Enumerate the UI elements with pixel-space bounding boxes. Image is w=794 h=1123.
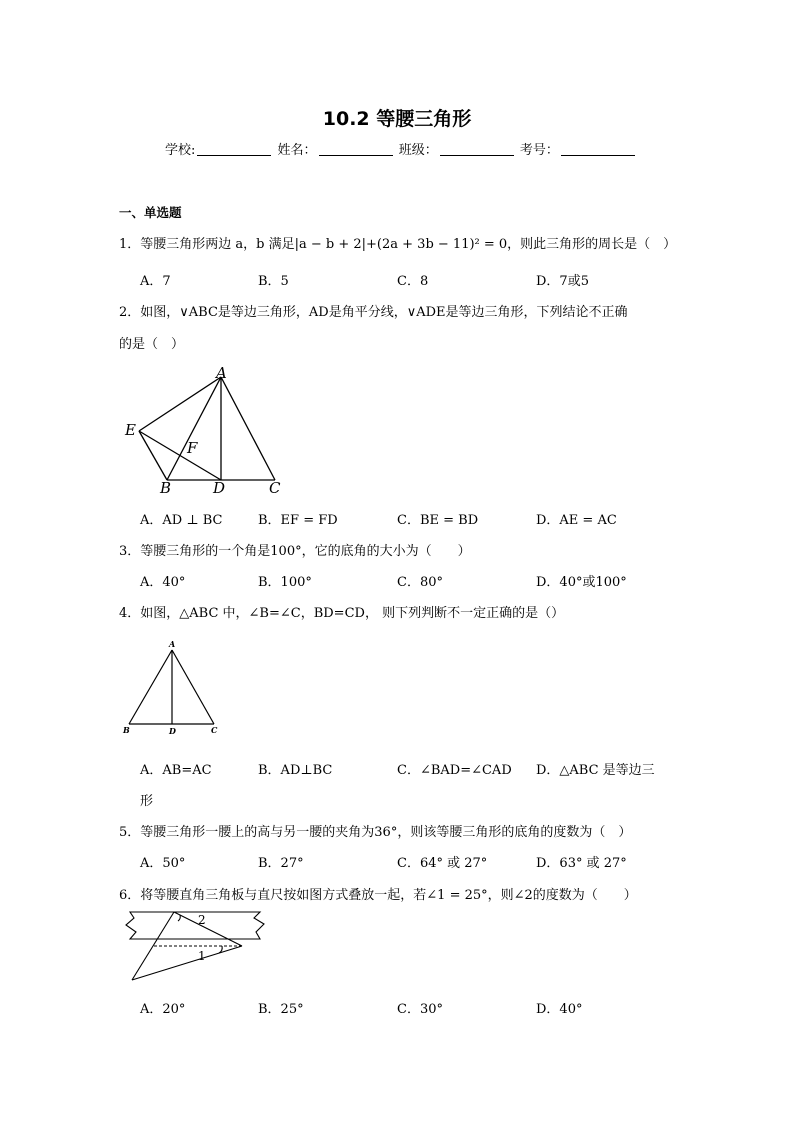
question-1-option-c[interactable]: C．8	[397, 274, 429, 289]
student-info	[165, 139, 637, 158]
question-4-option-c[interactable]: C．∠BAD=∠CAD	[397, 763, 512, 778]
question-4-option-b[interactable]: B．AD⊥BC	[258, 763, 333, 778]
question-4-option-d-wrap: 形	[140, 794, 154, 809]
label-F: F	[187, 439, 198, 457]
question-4-option-a[interactable]: A．AB=AC	[140, 763, 212, 778]
question-6-figure	[118, 908, 268, 988]
label-C: C	[211, 725, 218, 735]
question-4-text: 4．如图，△ABC 中，∠B=∠C，BD=CD， 则下列判断不一定正确的是（）	[119, 606, 565, 621]
question-5-option-b[interactable]: B．27°	[258, 856, 304, 871]
question-3-option-c[interactable]: C．80°	[397, 575, 443, 590]
label-2: 2	[198, 913, 206, 927]
number-label: 考号：	[519, 143, 559, 158]
page-title: 10.2 等腰三角形	[322, 108, 472, 130]
class-label: 班级：	[398, 143, 438, 158]
question-3-option-a[interactable]: A．40°	[140, 575, 186, 590]
question-4-figure	[118, 638, 223, 738]
school-label: 学校:	[165, 143, 196, 158]
question-1-option-b[interactable]: B．5	[258, 274, 289, 289]
label-D: D	[169, 726, 176, 736]
question-1-option-d[interactable]: D．7或5	[536, 274, 589, 289]
number-blank[interactable]	[561, 143, 635, 156]
question-3-option-b[interactable]: B．100°	[258, 575, 312, 590]
question-1-option-a[interactable]: A．7	[140, 274, 171, 289]
question-6-option-a[interactable]: A．20°	[140, 1002, 186, 1017]
question-2-option-a[interactable]: A．AD ⊥ BC	[140, 513, 223, 528]
school-blank[interactable]	[197, 143, 271, 156]
question-2-text-line2: 的是（ ）	[119, 337, 185, 352]
question-6-option-c[interactable]: C．30°	[397, 1002, 443, 1017]
section-heading: 一、单选题	[119, 205, 182, 220]
label-B: B	[123, 725, 130, 735]
label-A: A	[216, 364, 227, 382]
question-2-option-b[interactable]: B．EF = FD	[258, 513, 338, 528]
question-6-option-d[interactable]: D．40°	[536, 1002, 583, 1017]
question-5-option-d[interactable]: D．63° 或 27°	[536, 856, 627, 871]
label-C: C	[269, 479, 281, 497]
label-E: E	[125, 421, 136, 439]
question-4-option-d[interactable]: D．△ABC 是等边三	[536, 763, 655, 778]
question-5-option-c[interactable]: C．64° 或 27°	[397, 856, 488, 871]
question-3-text: 3．等腰三角形的一个角是100°，它的底角的大小为（ ）	[119, 544, 471, 559]
name-blank[interactable]	[319, 143, 393, 156]
question-3-option-d[interactable]: D．40°或100°	[536, 575, 627, 590]
label-A: A	[169, 639, 176, 649]
label-1: 1	[198, 949, 206, 963]
question-2-text-line1: 2．如图，∨ABC是等边三角形，AD是角平分线，∨ADE是等边三角形，下列结论不正确	[119, 305, 628, 320]
label-B: B	[160, 479, 172, 497]
question-5-text: 5．等腰三角形一腰上的高与另一腰的夹角为36°，则该等腰三角形的底角的度数为（ ）	[119, 825, 632, 840]
question-2-option-d[interactable]: D．AE = AC	[536, 513, 617, 528]
question-2-figure	[120, 362, 295, 497]
question-2-option-c[interactable]: C．BE = BD	[397, 513, 479, 528]
name-label: 姓名：	[277, 143, 317, 158]
question-6-text: 6．将等腰直角三角板与直尺按如图方式叠放一起，若∠1 = 25°，则∠2的度数为（ ）	[119, 888, 637, 903]
question-6-option-b[interactable]: B．25°	[258, 1002, 304, 1017]
question-5-option-a[interactable]: A．50°	[140, 856, 186, 871]
class-blank[interactable]	[440, 143, 514, 156]
label-D: D	[213, 479, 226, 497]
question-1-text: 1．等腰三角形两边 a，b 满足|a − b + 2|+(2a + 3b − 11)² = 0，则此三角形的周长是（ ）	[119, 237, 677, 252]
